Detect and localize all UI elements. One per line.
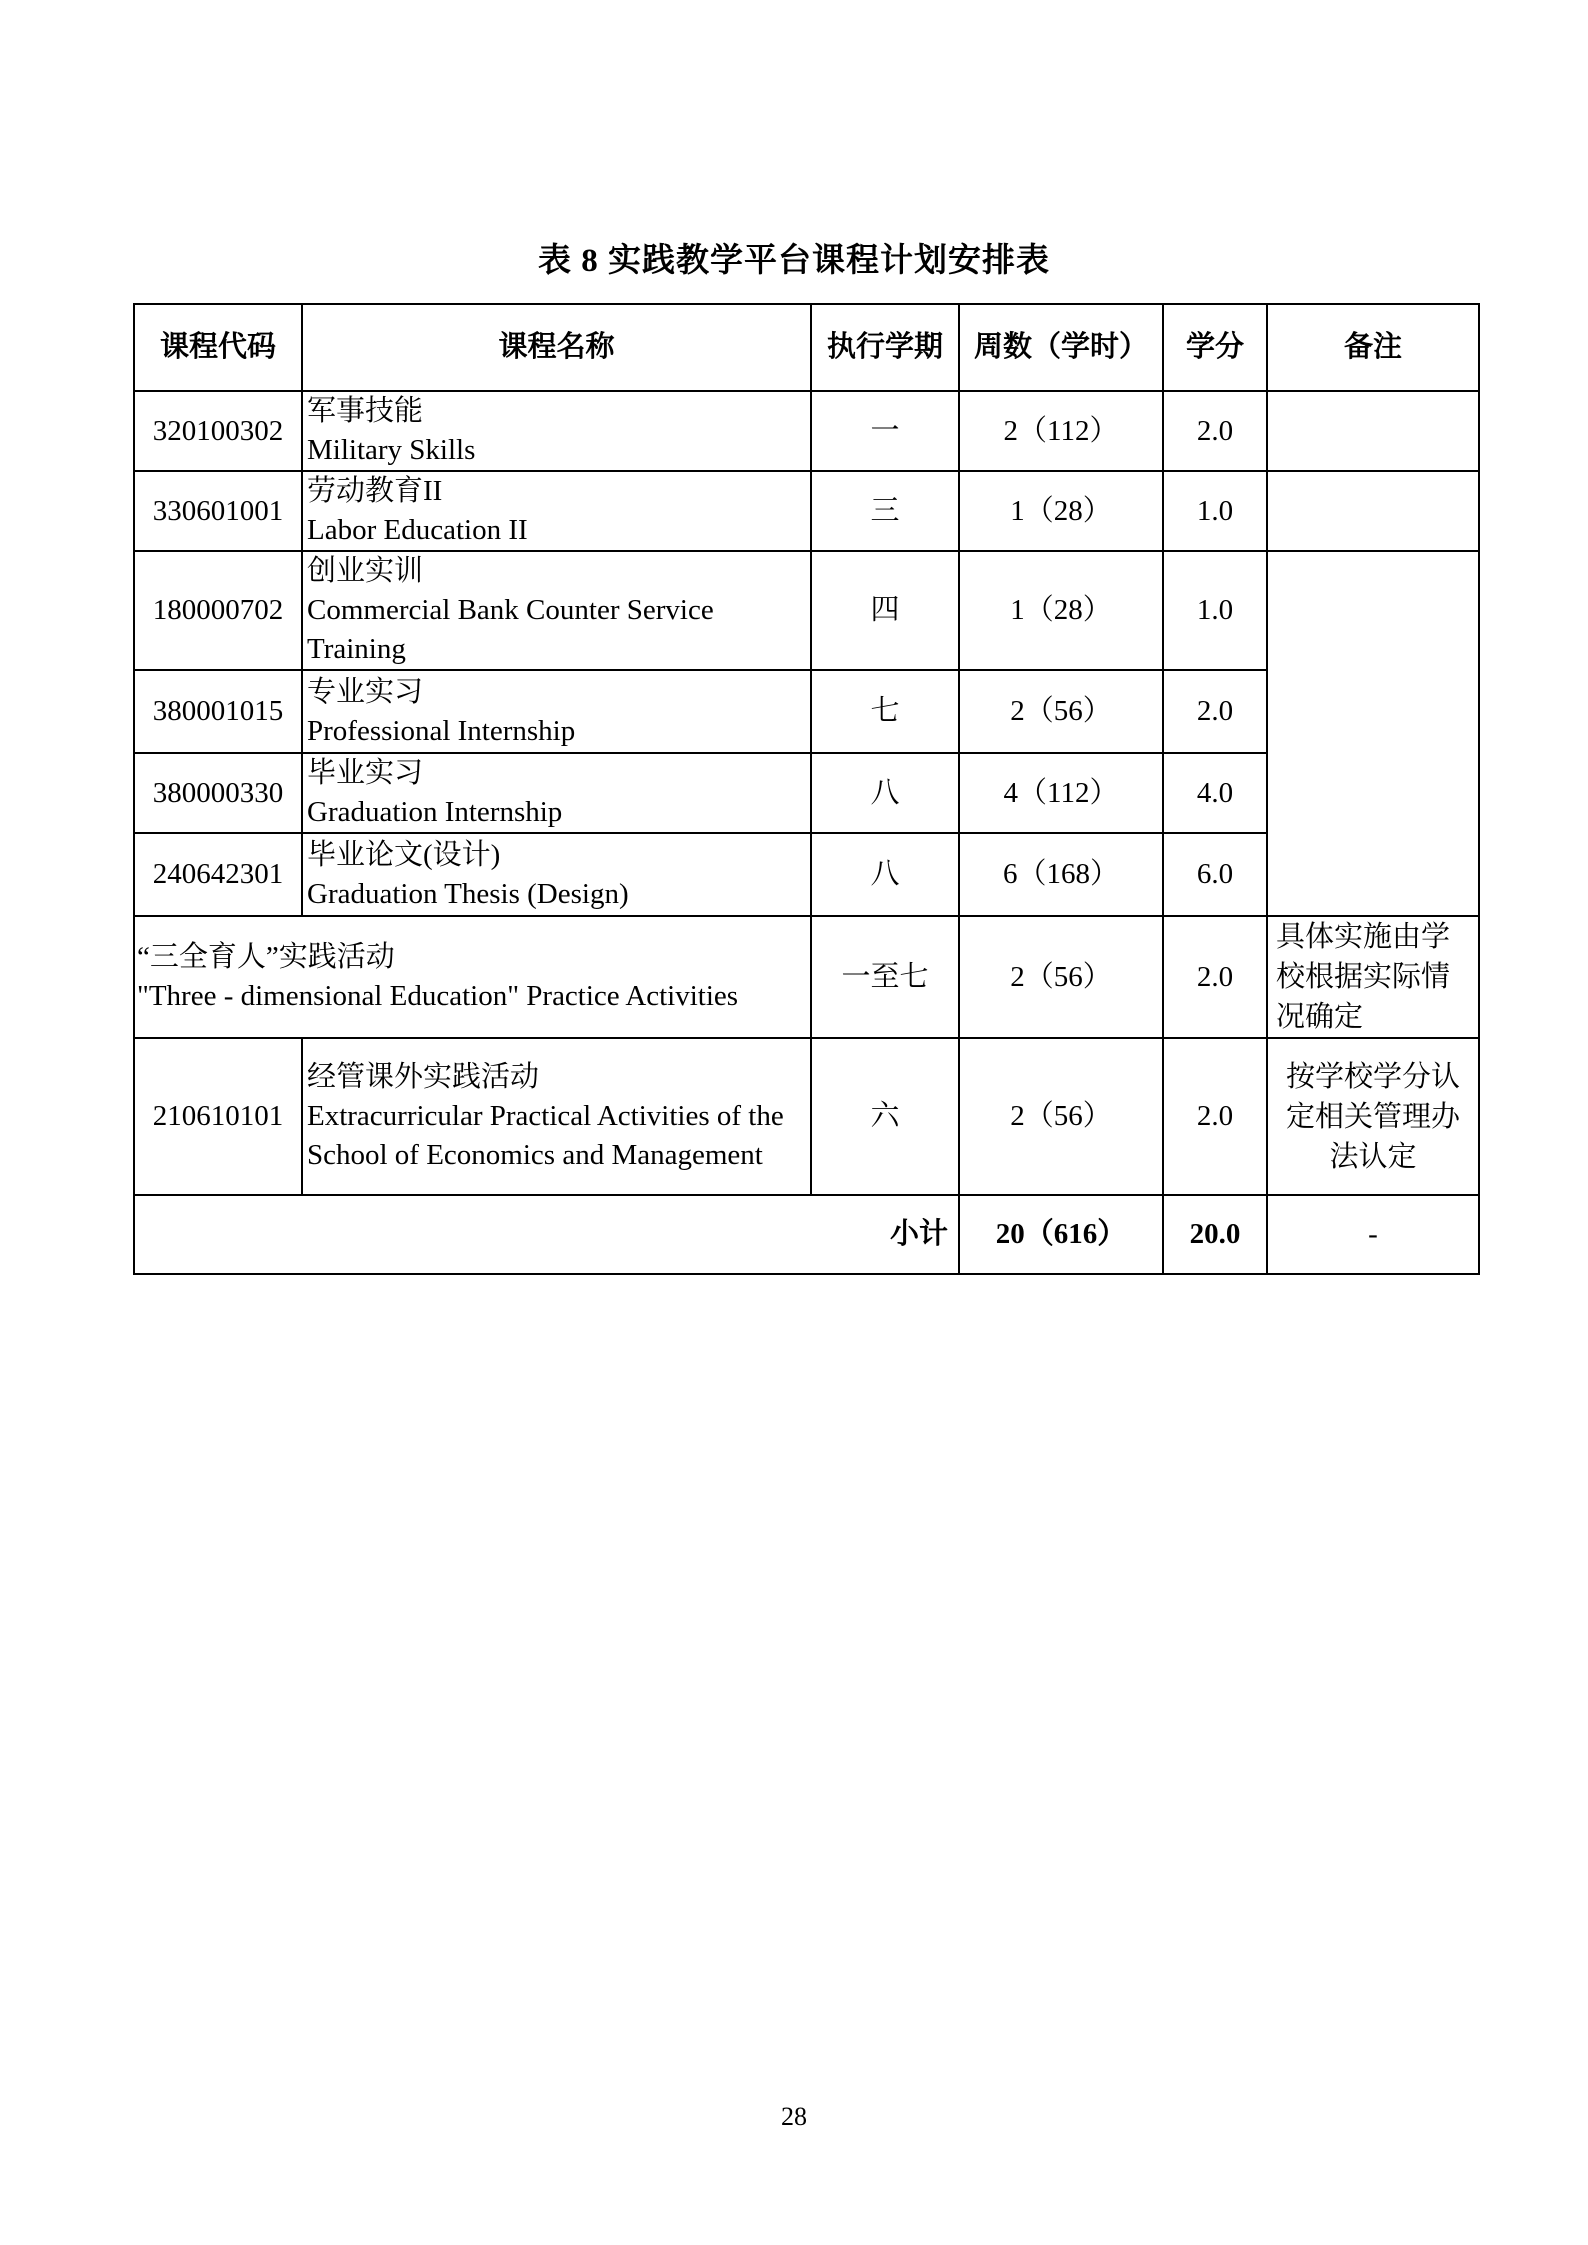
credits-cell: 1.0 [1163, 551, 1267, 670]
weeks-cell: 4（112） [959, 753, 1163, 833]
course-name-en: Graduation Thesis (Design) [307, 877, 629, 910]
table-row-three-dimensional-education [134, 916, 1479, 1038]
course-name-en: Professional Internship [307, 714, 576, 747]
term-cell: 四 [811, 551, 959, 670]
weeks-cell: 1（28） [959, 551, 1163, 670]
course-name-zh: 毕业实习 [307, 757, 424, 789]
term-cell: 七 [811, 670, 959, 753]
table-row-labor-education [134, 471, 1479, 551]
weeks-cell: 2（56） [959, 916, 1163, 1038]
page-number: 28 [781, 2102, 807, 2131]
course-name-en: Commercial Bank Counter Service Training [307, 594, 714, 665]
course-name [302, 670, 811, 753]
weeks-cell: 2（112） [959, 391, 1163, 471]
course-name-zh: 劳动教育II [307, 475, 443, 507]
term-cell: 三 [811, 471, 959, 551]
col-header-course-code: 课程代码 [134, 304, 302, 391]
course-code: 240642301 [134, 833, 302, 916]
course-code: 380001015 [134, 670, 302, 753]
course-name-merged [134, 916, 811, 1038]
course-code: 330601001 [134, 471, 302, 551]
remark-cell-merged [1267, 551, 1479, 916]
subtotal-label: 小计 [134, 1195, 959, 1274]
course-code: 210610101 [134, 1038, 302, 1195]
term-cell: 一 [811, 391, 959, 471]
credits-cell: 4.0 [1163, 753, 1267, 833]
course-name-en: Extracurricular Practical Activities of the School of Economics and Management [307, 1100, 784, 1171]
credits-cell: 2.0 [1163, 670, 1267, 753]
course-name-zh: 毕业论文(设计) [307, 838, 501, 871]
table-title: 表 8 实践教学平台课程计划安排表 [538, 243, 1050, 279]
weeks-cell: 2（56） [959, 1038, 1163, 1195]
course-name [302, 391, 811, 471]
term-cell: 八 [811, 833, 959, 916]
credits-cell: 1.0 [1163, 471, 1267, 551]
col-header-credits: 学分 [1163, 304, 1267, 391]
course-name-zh: “三全育人”实践活动 [137, 941, 395, 973]
course-name-en: Graduation Internship [307, 796, 563, 828]
course-name-zh: 创业实训 [307, 555, 424, 587]
course-code: 320100302 [134, 391, 302, 471]
course-name-zh: 专业实习 [307, 675, 424, 708]
table-row-military-skills [134, 391, 1479, 471]
term-cell: 一至七 [811, 916, 959, 1038]
course-name-zh: 经管课外实践活动 [307, 1061, 540, 1093]
credits-cell: 2.0 [1163, 916, 1267, 1038]
term-cell: 八 [811, 753, 959, 833]
credits-cell: 2.0 [1163, 391, 1267, 471]
remark-cell: 具体实施由学校根据实际情况确定 [1267, 916, 1479, 1038]
col-header-remark: 备注 [1267, 304, 1479, 391]
course-name [302, 1038, 811, 1195]
subtotal-credits: 20.0 [1163, 1195, 1267, 1274]
course-code: 380000330 [134, 753, 302, 833]
course-name-en: Military Skills [307, 434, 476, 466]
weeks-cell: 1（28） [959, 471, 1163, 551]
remark-cell [1267, 471, 1479, 551]
col-header-term: 执行学期 [811, 304, 959, 391]
course-name-en: Labor Education II [307, 514, 528, 546]
credits-cell: 2.0 [1163, 1038, 1267, 1195]
course-name [302, 471, 811, 551]
col-header-weeks-hours: 周数（学时） [959, 304, 1163, 391]
weeks-cell: 2（56） [959, 670, 1163, 753]
header-row [134, 304, 1479, 391]
course-schedule-table [133, 303, 1480, 1275]
course-name [302, 753, 811, 833]
table-row-extracurricular-activities [134, 1038, 1479, 1195]
term-cell: 六 [811, 1038, 959, 1195]
remark-cell [1267, 391, 1479, 471]
course-code: 180000702 [134, 551, 302, 670]
course-name-zh: 军事技能 [307, 395, 424, 427]
course-name-en: "Three - dimensional Education" Practice Activities [137, 980, 739, 1012]
course-name [302, 551, 811, 670]
credits-cell: 6.0 [1163, 833, 1267, 916]
col-header-course-name: 课程名称 [302, 304, 811, 391]
weeks-cell: 6（168） [959, 833, 1163, 916]
remark-cell: 按学校学分认定相关管理办法认定 [1267, 1038, 1479, 1195]
subtotal-weeks: 20（616） [959, 1195, 1163, 1274]
course-name [302, 833, 811, 916]
subtotal-row [134, 1195, 1479, 1274]
subtotal-remark: - [1267, 1195, 1479, 1274]
table-row-entrepreneurship-training [134, 551, 1479, 670]
